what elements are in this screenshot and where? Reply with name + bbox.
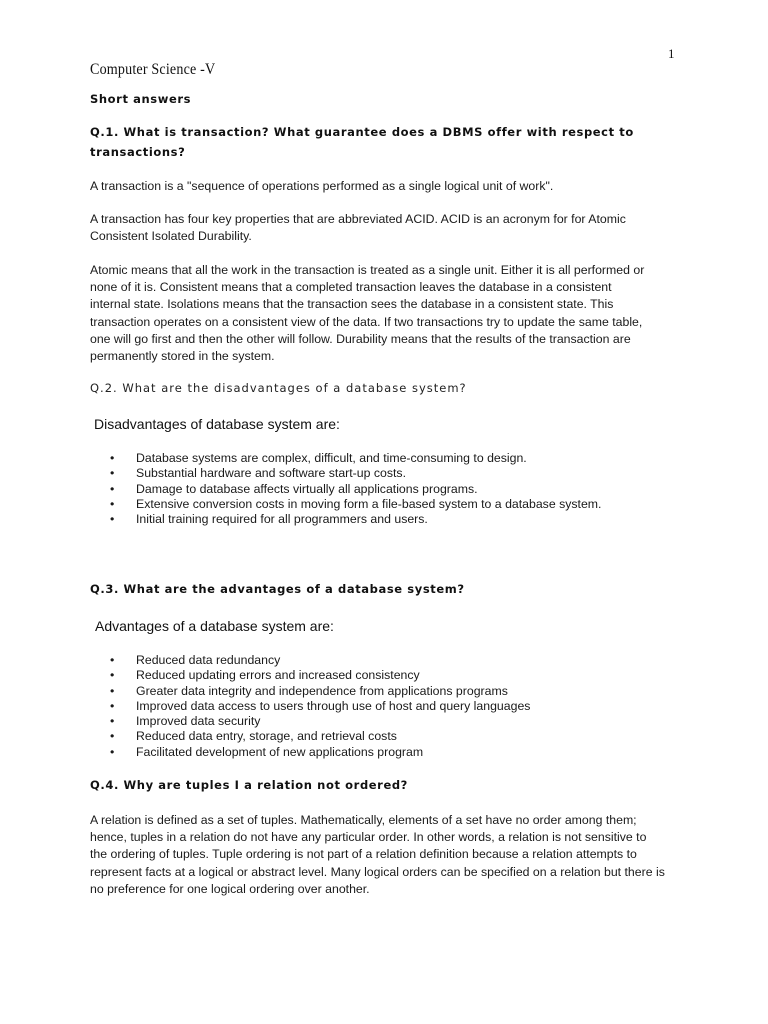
paragraph-line: none of it is. Consistent means that a completed transaction leaves the database in a consistent [90, 280, 612, 295]
paragraph-line: A transaction has four key properties that are abbreviated ACID. ACID is an acronym for for Atomic [90, 212, 626, 226]
q2-heading: Q.2. What are the disadvantages of a database system? [90, 381, 467, 395]
q3-advantages-list [110, 653, 710, 760]
paragraph-line: internal state. Isolations means that the transaction sees the database in a consistent state. This [90, 297, 614, 312]
bullet-icon: • [110, 653, 115, 667]
paragraph-line: Consistent Isolated Durability. [90, 229, 252, 244]
bullet-icon: • [110, 496, 115, 511]
bullet-icon: • [110, 729, 115, 744]
bullet-icon: • [110, 512, 115, 527]
paragraph-line: represent facts at a logical or abstract level. Many logical orders can be specified on a relation but there is [90, 864, 665, 879]
paragraph-line: Atomic means that all the work in the transaction is treated as a single unit. Either it is all performed or [90, 263, 645, 277]
q1-paragraph-3 [90, 262, 690, 365]
list-item: • Extensive conversion costs in moving form a file-based system to a database system. [110, 496, 602, 511]
q4-paragraph [90, 812, 700, 898]
course-title: Computer Science -V [90, 61, 216, 78]
q1-heading-line: transactions? [90, 145, 186, 159]
q1-heading [90, 122, 634, 162]
q1-heading-line: Q.1. What is transaction? What guarantee does a DBMS offer with respect to [90, 125, 634, 139]
paragraph-line: permanently stored in the system. [90, 349, 275, 364]
q4-heading: Q.4. Why are tuples I a relation not ordered? [90, 778, 408, 792]
list-item: • Improved data access to users through use of host and query languages [110, 698, 531, 713]
list-item: • Substantial hardware and software start-up costs. [110, 466, 406, 481]
paragraph-line: no preference for one logical ordering over another. [90, 881, 370, 896]
q3-heading: Q.3. What are the advantages of a database system? [90, 582, 465, 596]
bullet-icon: • [110, 744, 115, 759]
list-item: • Database systems are complex, difficult, and time-consuming to design. [110, 451, 527, 465]
bullet-icon: • [110, 451, 115, 465]
paragraph-line: A relation is defined as a set of tuples. Mathematically, elements of a set have no order among them; [90, 813, 637, 827]
bullet-icon: • [110, 668, 115, 683]
bullet-icon: • [110, 698, 115, 713]
list-item: • Greater data integrity and independence from applications programs [110, 683, 508, 698]
paragraph-line: the ordering of tuples. Tuple ordering is not part of a relation definition because a relation attempts to [90, 847, 637, 862]
list-item: • Reduced data entry, storage, and retrieval costs [110, 729, 397, 744]
q2-disadvantages-list [110, 451, 710, 527]
q1-paragraph-1: A transaction is a "sequence of operations performed as a single logical unit of work". [90, 179, 554, 193]
bullet-icon: • [110, 714, 115, 729]
section-title: Short answers [90, 92, 192, 106]
list-item: • Initial training required for all programmers and users. [110, 512, 428, 527]
list-item: • Facilitated development of new applications program [110, 744, 424, 759]
list-item: • Reduced updating errors and increased consistency [110, 668, 420, 683]
bullet-icon: • [110, 466, 115, 481]
paragraph-line: one will go first and then the other will follow. Durability means that the results of the transaction are [90, 331, 631, 346]
bullet-icon: • [110, 481, 115, 496]
list-item: • Reduced data redundancy [110, 653, 281, 667]
paragraph-line: transaction operates on a consistent view of the data. If two transactions try to update the same table, [90, 314, 643, 329]
q3-subheading: Advantages of a database system are: [95, 618, 334, 634]
list-item: • Improved data security [110, 714, 261, 729]
list-item: • Damage to database affects virtually all applications programs. [110, 481, 478, 496]
page-number: 1 [668, 46, 675, 61]
bullet-icon: • [110, 683, 115, 698]
q2-subheading: Disadvantages of database system are: [94, 416, 340, 432]
q1-paragraph-2 [90, 211, 690, 245]
paragraph-line: hence, tuples in a relation do not have any particular order. In other words, a relation is not sensitive to [90, 830, 647, 845]
